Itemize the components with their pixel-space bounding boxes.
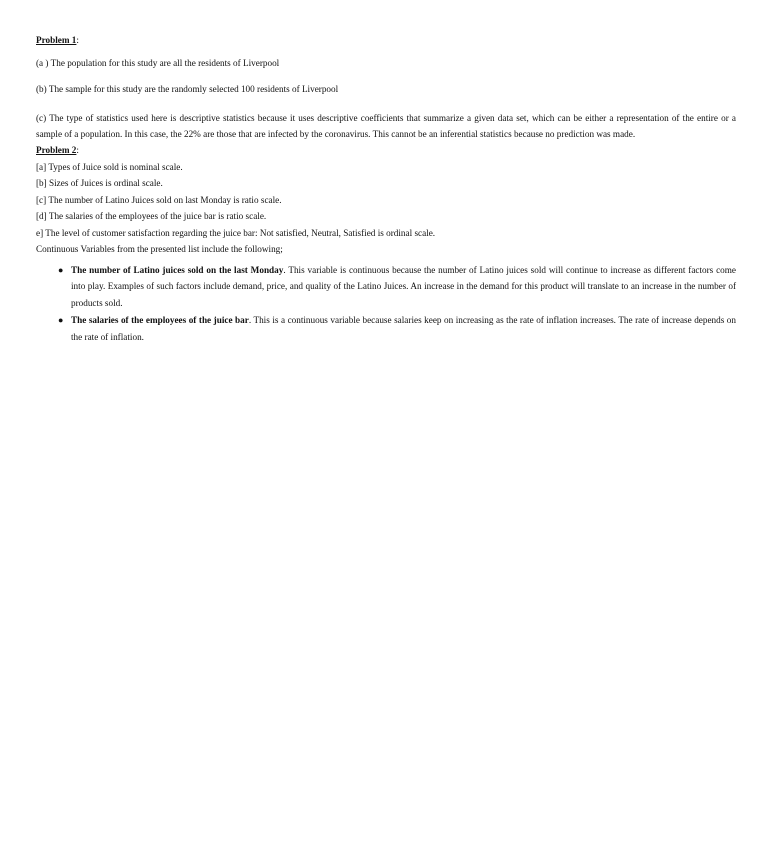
problem1-heading-line [36, 35, 736, 46]
bullet-dot-icon: ● [58, 315, 64, 326]
problem2-heading-colon: : [76, 145, 79, 156]
problem2-item-a: [a] Types of Juice sold is nominal scale. [36, 161, 183, 172]
continuous-variables-list [36, 262, 736, 346]
bullet-explanation: . This is a continuous variable because salaries keep on increasing as the rate of inflation increases. The rate of increase depends on the rate of inflation. [71, 315, 736, 342]
problem2-heading: Problem 2 [36, 145, 77, 156]
problem2-item-d: [d] The salaries of the employees of the juice bar is ratio scale. [36, 211, 267, 222]
document-body [36, 35, 736, 346]
problem1-heading-colon: : [76, 35, 79, 45]
bullet-dot-icon: ● [58, 264, 64, 275]
bullet-term: The number of Latino juices sold on the last Monday [71, 264, 284, 275]
bullet-term: The salaries of the employees of the juice bar [71, 315, 249, 326]
problem1-part-b: (b) The sample for this study are the randomly selected 100 residents of Liverpool [36, 84, 339, 95]
problem2-heading-line [36, 142, 736, 159]
problem1-heading: Problem 1 [36, 35, 77, 45]
list-item [58, 262, 736, 312]
list-item [58, 312, 736, 345]
problem1-part-a: (a ) The population for this study are all the residents of Liverpool [36, 58, 280, 69]
problem2-item-b: [b] Sizes of Juices is ordinal scale. [36, 178, 163, 189]
problem1-part-c: (c) The type of statistics used here is descriptive statistics because it uses descriptive coefficients that summarize a given data set, which can be either a representation of the entire or a sample of a population. In this case, the 22% are those that are infected by the coronavirus. This cannot be an inferential statistics because no prediction was made. [36, 113, 736, 140]
problem2-item-c: [c] The number of Latino Juices sold on last Monday is ratio scale. [36, 194, 282, 205]
continuous-variables-intro: Continuous Variables from the presented list include the following; [36, 244, 283, 255]
bullet-explanation: . This variable is continuous because the number of Latino juices sold will continue to increase as different factors come into play. Examples of such factors include demand, price, and quality of the Latino Juices. An increase in the demand for this product will translate to an increase in the number of products sold. [71, 264, 736, 308]
problem2-item-e: e] The level of customer satisfaction regarding the juice bar: Not satisfied, Neutral, Satisfied is ordinal scale. [36, 227, 436, 238]
